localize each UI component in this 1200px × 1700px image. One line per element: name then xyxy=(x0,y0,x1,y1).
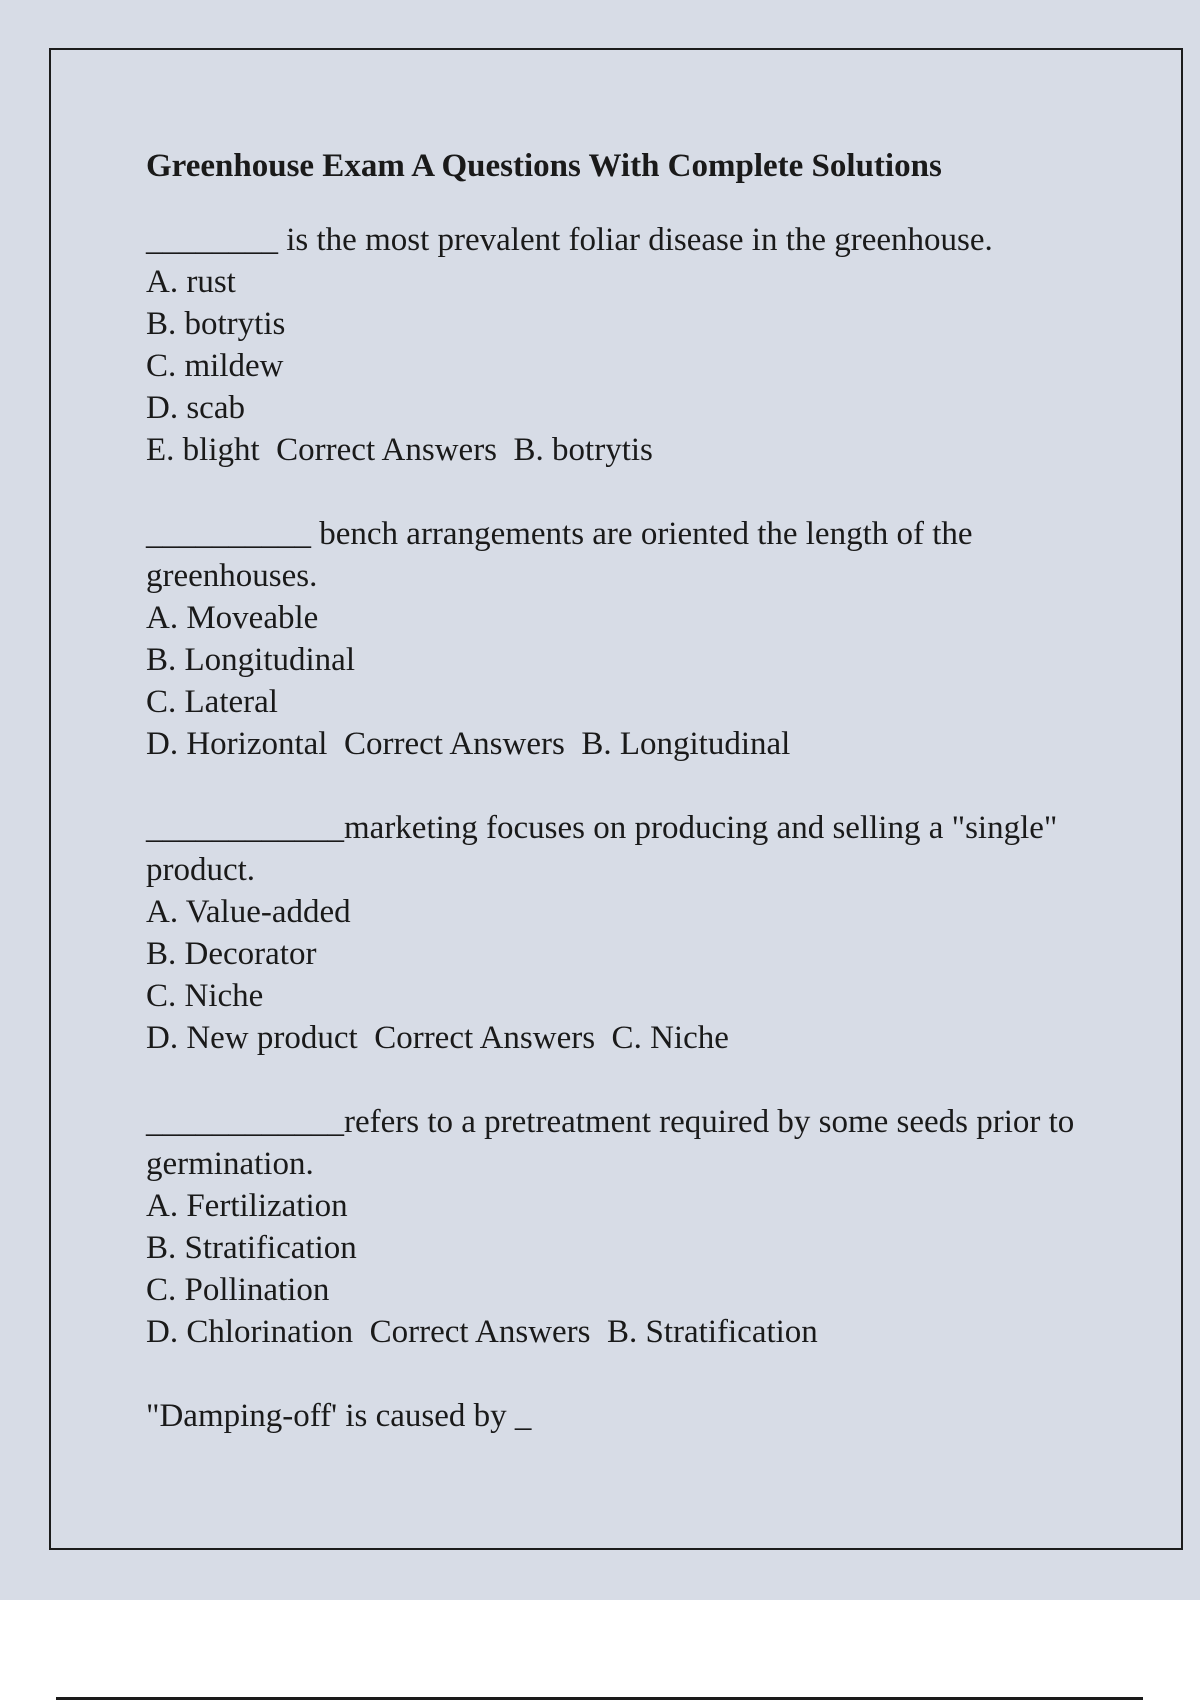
answer-option: A. Fertilization xyxy=(146,1188,348,1224)
answer-option: A. Moveable xyxy=(146,600,319,636)
question-4 xyxy=(146,1101,1146,1353)
answer-option-with-correct-answer: D. New product Correct Answers C. Niche xyxy=(146,1020,729,1056)
answer-option: C. mildew xyxy=(146,348,284,384)
answer-option: D. scab xyxy=(146,390,245,426)
answer-option: B. Longitudinal xyxy=(146,642,355,678)
answer-option: B. botrytis xyxy=(146,306,286,342)
question-prompt: ____________refers to a pretreatment required by some seeds prior to germination. xyxy=(146,1104,1075,1182)
answer-option: C. Niche xyxy=(146,978,264,1014)
question-2 xyxy=(146,513,1146,765)
question-prompt: ____________marketing focuses on producing and selling a "single" product. xyxy=(146,810,1058,888)
answer-option-with-correct-answer: D. Chlorination Correct Answers B. Stratification xyxy=(146,1314,818,1350)
answer-option-with-correct-answer: D. Horizontal Correct Answers B. Longitudinal xyxy=(146,726,791,762)
question-1 xyxy=(146,219,1146,471)
question-prompt: __________ bench arrangements are oriented the length of the greenhouses. xyxy=(146,516,973,594)
answer-option: C. Lateral xyxy=(146,684,278,720)
document-title: Greenhouse Exam A Questions With Complete Solutions xyxy=(146,148,942,184)
answer-option: B. Stratification xyxy=(146,1230,357,1266)
question-3 xyxy=(146,807,1146,1059)
answer-option: C. Pollination xyxy=(146,1272,330,1308)
answer-option-with-correct-answer: E. blight Correct Answers B. botrytis xyxy=(146,432,653,468)
question-5 xyxy=(146,1395,1146,1437)
answer-option: B. Decorator xyxy=(146,936,317,972)
document-content xyxy=(146,140,1146,1479)
answer-option: A. rust xyxy=(146,264,236,300)
answer-option: A. Value-added xyxy=(146,894,351,930)
question-prompt: ________ is the most prevalent foliar disease in the greenhouse. xyxy=(146,222,993,258)
question-prompt: "Damping-off' is caused by _ xyxy=(146,1398,532,1434)
